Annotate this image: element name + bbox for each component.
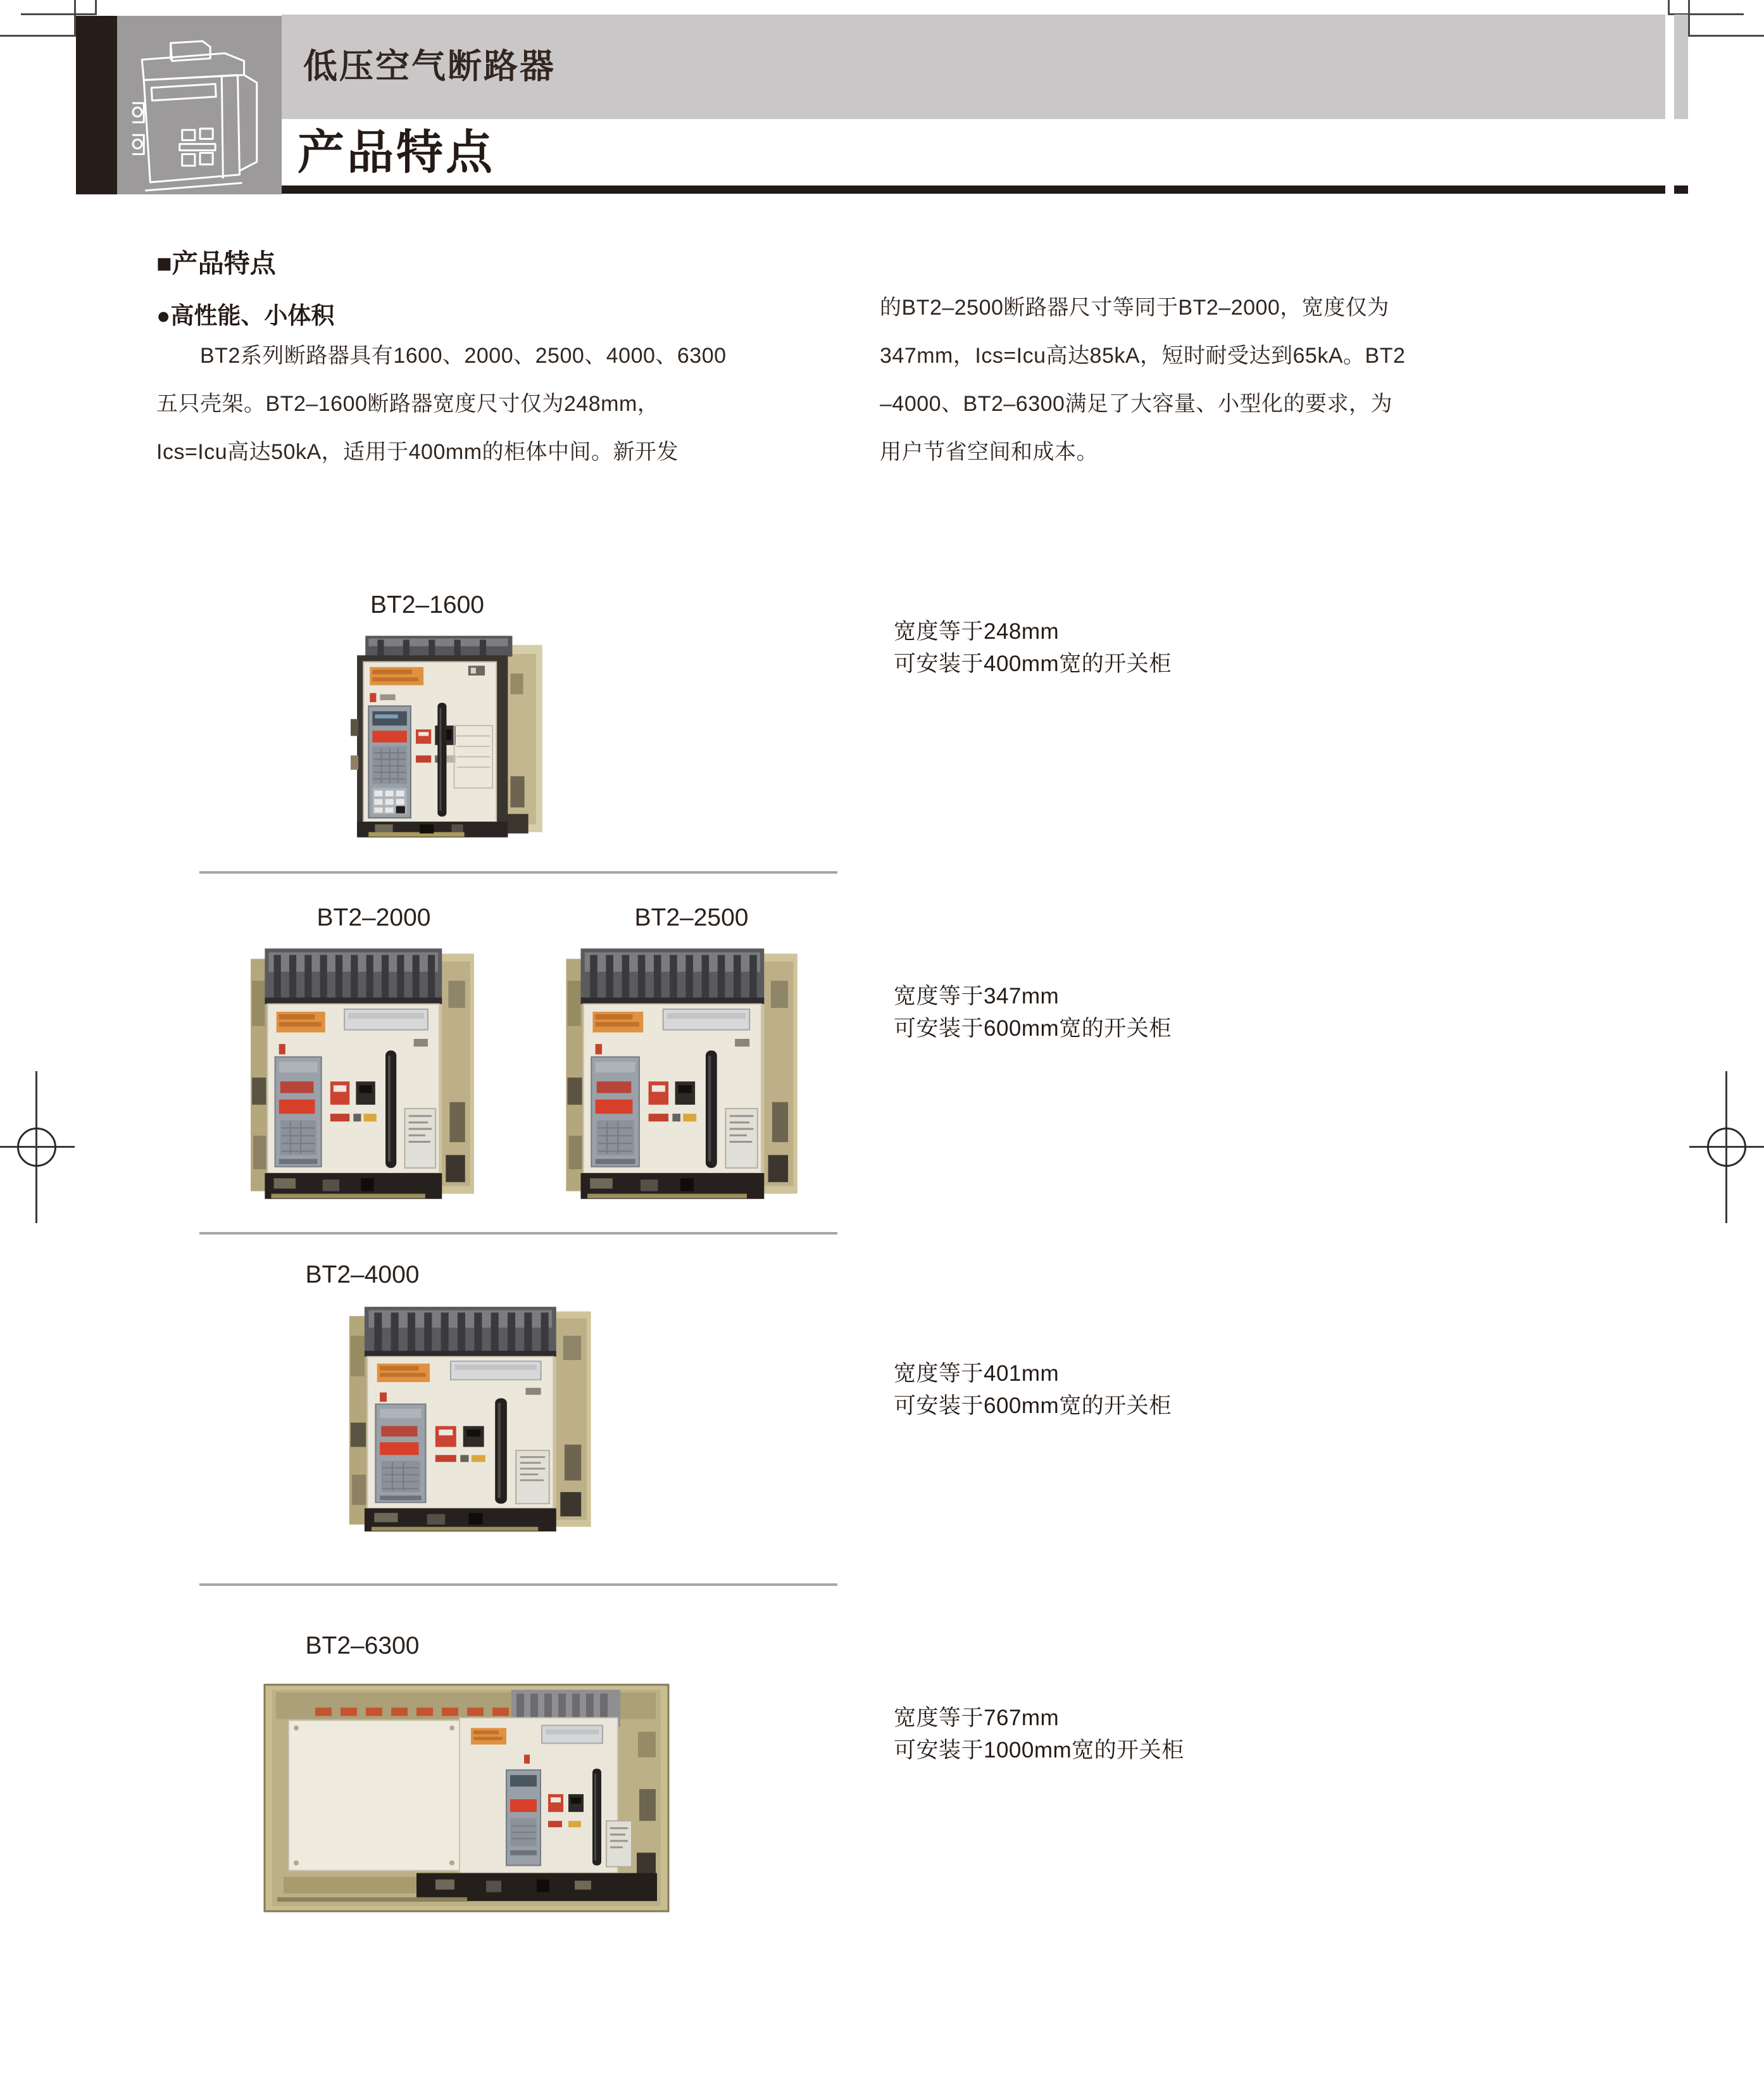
- banner-title: 低压空气断路器: [303, 47, 556, 85]
- spec-bt2-6300: [894, 1702, 1184, 1766]
- bt2-2500-photo: [561, 942, 800, 1207]
- page-title: 产品特点: [297, 126, 495, 179]
- section-heading: ■产品特点: [156, 249, 276, 278]
- crop-mark: [21, 13, 97, 15]
- model-label-bt2-2500: BT2–2500: [634, 904, 749, 931]
- crop-mark: [95, 0, 97, 15]
- registration-mark-icon: [1707, 1128, 1746, 1167]
- spec-line: 宽度等于347mm: [894, 984, 1060, 1009]
- crop-mark: [1688, 0, 1690, 37]
- intro-line: Ics=Icu高达50kA，适用于400mm的柜体中间。新开发: [156, 440, 679, 464]
- intro-paragraph-right: [880, 284, 1589, 476]
- intro-line: –4000、BT2–6300满足了大容量、小型化的要求，为: [880, 392, 1392, 416]
- bt2-1600-photo: [349, 628, 551, 846]
- intro-line: 五只壳架。BT2–1600断路器宽度尺寸仅为248mm，: [156, 392, 660, 416]
- row-divider: [199, 871, 837, 874]
- spec-line: 可安装于1000mm宽的开关柜: [894, 1738, 1184, 1763]
- spec-line: 可安装于600mm宽的开关柜: [894, 1393, 1172, 1418]
- crop-mark: [0, 35, 76, 37]
- spec-bt2-1600: [894, 615, 1172, 680]
- model-label-bt2-2000: BT2–2000: [316, 904, 431, 931]
- header-banner: [282, 15, 1665, 119]
- intro-line: BT2系列断路器具有1600、2000、2500、4000、6300: [156, 344, 727, 368]
- registration-mark-icon: [17, 1128, 56, 1167]
- header-rule-segment: [1674, 185, 1688, 194]
- header-banner-segment: [1674, 15, 1688, 119]
- spec-line: 可安装于400mm宽的开关柜: [894, 651, 1172, 676]
- model-label-bt2-4000: BT2–4000: [305, 1261, 420, 1288]
- header-dark-column: [76, 16, 117, 194]
- crop-mark: [1689, 35, 1764, 37]
- spec-line: 宽度等于401mm: [894, 1361, 1060, 1386]
- bt2-4000-photo: [344, 1301, 594, 1538]
- breaker-lineart-icon: [126, 34, 273, 194]
- model-label-bt2-6300: BT2–6300: [305, 1632, 420, 1659]
- bt2-6300-photo: [258, 1675, 676, 1923]
- intro-line: 347mm，Ics=Icu高达85kA，短时耐受达到65kA。BT2: [880, 344, 1406, 368]
- intro-paragraph-left: [156, 332, 872, 476]
- intro-line: 用户节省空间和成本。: [880, 440, 1098, 464]
- intro-line: 的BT2–2500断路器尺寸等同于BT2–2000，宽度仅为: [880, 296, 1389, 320]
- spec-line: 宽度等于767mm: [894, 1706, 1060, 1730]
- model-label-bt2-1600: BT2–1600: [370, 591, 484, 619]
- bt2-2000-photo: [246, 942, 477, 1207]
- spec-bt2-4000: [894, 1357, 1172, 1422]
- spec-line: 可安装于600mm宽的开关柜: [894, 1016, 1172, 1041]
- header-rule: [282, 185, 1665, 194]
- row-divider: [199, 1232, 837, 1235]
- spec-bt2-2000-2500: [894, 980, 1172, 1045]
- feature-heading: ●高性能、小体积: [156, 303, 335, 329]
- spec-line: 宽度等于248mm: [894, 619, 1060, 644]
- header-image-box: [117, 16, 282, 194]
- row-divider: [199, 1583, 837, 1586]
- crop-mark: [1668, 0, 1670, 15]
